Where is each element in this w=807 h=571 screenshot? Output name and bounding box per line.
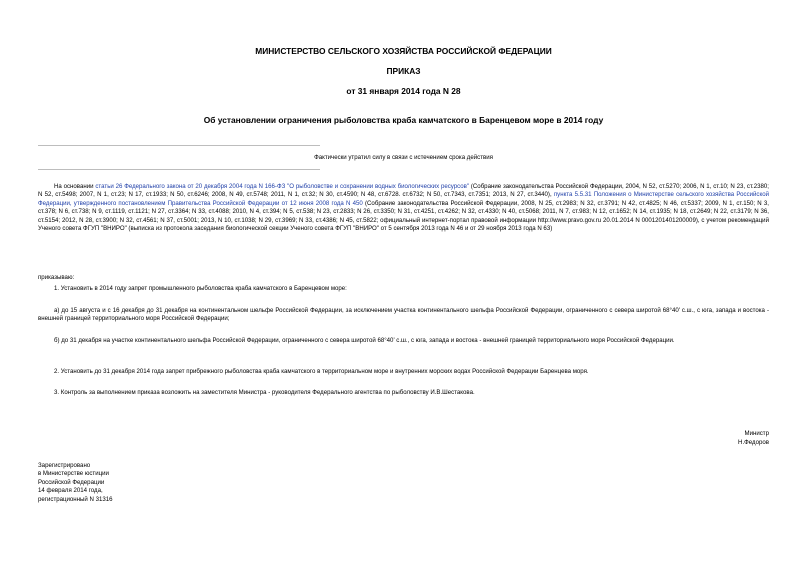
item-2: 2. Установить до 31 декабря 2014 года запрет прибрежного рыболовства краба камчатского в территориальном море и внутренних морских водах Российской Федерации Баренцева моря. <box>54 368 589 375</box>
document-type: ПРИКАЗ <box>386 66 421 76</box>
law-article-link[interactable]: статьи 26 Федерального закона от 20 декабря 2004 года N 166-ФЗ "О рыболовстве и сохранении водных биологических ресурсов" <box>95 183 470 190</box>
status-note: Фактически утратил силу в связи с истечением срока действия <box>314 154 493 161</box>
registration-line-3: Российской Федерации <box>38 478 105 486</box>
registration-line-1: Зарегистрировано <box>38 462 91 469</box>
ministry-heading: МИНИСТЕРСТВО СЕЛЬСКОГО ХОЗЯЙСТВА РОССИЙСКОЙ ФЕДЕРАЦИИ <box>255 46 552 56</box>
item-3: 3. Контроль за выполнением приказа возложить на заместителя Министра - руководителя Федерального агентства по рыболовству И.В.Шестакова. <box>54 389 475 396</box>
divider-bottom <box>38 169 320 170</box>
preamble-citations-2: (Собрание законодательства Российской Федерации, 2008, N 25, ст.2983; N 32, ст.3791; N 42, ст.4825; N 46, ст.5337; 2009, N 1, ст.150; N 3, ст.378; N 6, ст.738; N 9, ст.1119, ст.1121; N 27, ст.3364; N 33, ст.4088; 2010, N 4, ст.394; N 5, ст.538; N 23, ст.2833; N 26, ст.3350; N 31, ст.4251, ст.4262; N 32, ст.4330; N 40, ст.5068; 2011, N 7, ст.983; N 12, ст.1652; N 14, ст.1935; N 18, ст.2649; N 22, ст.3179; N 36, ст.5154; 2012, N 28, ст.3900; N 32, ст.4561; N 37, ст.5001; 2013, N 10, ст.1038; N 29, ст.3969; N 33, ст.4386; N 45, ст.5822; официальный интернет-портал правовой информации http://www.pravo.gov.ru 20.01.2014 N 0001201401200009), с учетом рекомендаций Ученого совета ФГУП "ВНИРО" (выписка из протокола заседания биологической секции Ученого совета ФГУП "ВНИРО" от 5 сентября 2013 года N 46 и от 29 ноября 2013 года N 63) <box>38 199 769 233</box>
ministry-regulation-link[interactable]: пункта 5.5.31 Положения о Министерстве сельского хозяйства Российской Федерации, утвержденного постановлением Правительства Российской Федерации от 12 июня 2008 года N 450 <box>38 191 770 207</box>
registration-line-4: 14 февраля 2014 года, <box>38 487 103 495</box>
order-word: приказываю: <box>38 274 75 281</box>
signature-name: Н.Федоров <box>738 439 769 446</box>
registration-block <box>38 462 113 504</box>
document-date-number: от 31 января 2014 года N 28 <box>346 86 461 96</box>
divider-top <box>38 145 320 146</box>
item-1a: а) до 15 августа и с 16 декабря до 31 декабря на континентальном шельфе Российской Федерации, за исключением участка континентального шельфа Российской Федерации, ограниченного с севера широтой 68°40' с.ш., с юга, запада и востока - внешней границей территориального моря Российской Федерации; <box>38 307 769 323</box>
registration-line-5: регистрационный N 31316 <box>38 495 113 503</box>
document-title: Об установлении ограничения рыболовства краба камчатского в Баренцевом море в 2014 году <box>203 115 604 125</box>
item-1b: б) до 31 декабря на участке континентального шельфа Российской Федерации, ограниченного с севера широтой 68°40' с.ш., с юга, запада и востока - внешней границей территориального моря Российской Федерации. <box>54 337 675 344</box>
preamble-lead: На основании <box>54 183 96 190</box>
preamble-citations-1: (Собрание законодательства Российской Федерации, 2004, N 52, ст.5270; 2006, N 1, ст.10; N 23, ст.2380; N 52, ст.5498; 2007, N 1, ст.23; N 17, ст.1933; N 50, ст.6246; 2008, N 49, ст.5748; 2011, N 1, ст.32; N 30, ст.4590; N 48, ст.6728. ст.6732; N 50, ст.7343, ст.7351; 2013, N 27, ст.3440), <box>38 183 769 199</box>
registration-line-2: в Министерстве юстиции <box>38 470 109 478</box>
preamble-paragraph <box>38 183 769 233</box>
signature-position: Министр <box>744 430 769 437</box>
item-1: 1. Установить в 2014 году запрет промышленного рыболовства краба камчатского в Баренцевом море: <box>54 285 347 292</box>
